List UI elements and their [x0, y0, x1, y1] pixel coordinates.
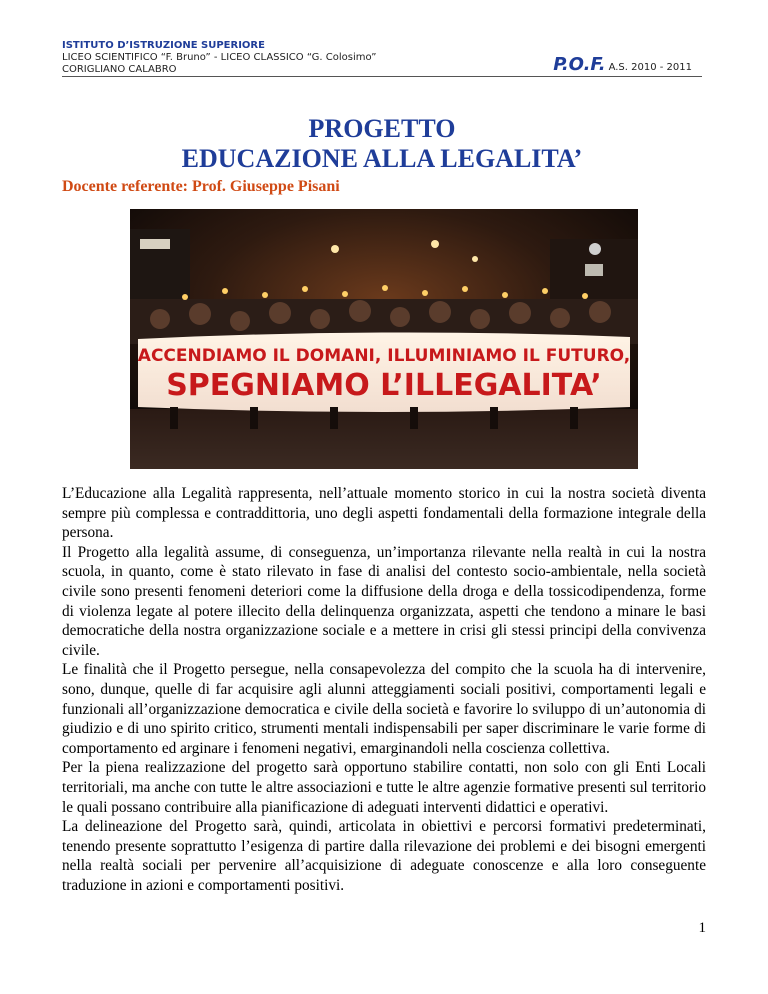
banner-text-bottom: SPEGNIAMO L’ILLEGALITA’	[166, 368, 602, 403]
paragraph: Le finalità che il Progetto persegue, nella consapevolezza del compito che la scuola ha di intervenire, sono, dunque, quelle di far acquisire agli alunni atteggiamenti sociali positivi, comportamenti legali e funzionali all’organizzazione democratica e civile della società e favorire lo sviluppo di un’autonomia di giudizio e di uno spirito critico, strumenti mentali indispensabili per saper discriminare le varie forme di comportamento ed arginare i fenomeni negativi, emarginandoli nella coscienza collettiva.	[62, 661, 706, 757]
paragraph: Per la piena realizzazione del progetto sarà opportuno stabilire contatti, non solo con gli Enti Locali territoriali, ma anche con tutte le altre associazioni e tutte le altre agenzie formative presenti sul territorio le quali possano contribuire alla pianificazione di adeguati interventi didattici e operativi.	[62, 759, 706, 816]
banner-text-top: ACCENDIAMO IL DOMANI, ILLUMINIAMO IL FUTURO,	[137, 346, 631, 366]
school-year: A.S. 2010 - 2011	[608, 62, 692, 73]
city-name: CORIGLIANO CALABRO	[62, 64, 177, 75]
header-rule	[62, 76, 702, 77]
paragraph: Il Progetto alla legalità assume, di conseguenza, un’importanza rilevante nella realtà in cui la nostra scuola, in quanto, come è stato rilevato in fase di analisi del contesto socio-ambientale, nella società civile sono presenti fenomeni deteriori come la diffusione della droga e della tossicodipendenza, forme di violenza legate al potere illecito della delinquenza organizzata, aspetti che tendono a minare le basi democratiche della nostra organizzazione sociale e a mettere in crisi gli stessi principi della convivenza civile.	[62, 543, 706, 659]
body-text	[62, 484, 706, 895]
title-line-1: PROGETTO	[308, 114, 456, 143]
paragraph: La delineazione del Progetto sarà, quindi, articolata in obiettivi e percorsi formativi predeterminati, tenendo presente soprattutto l’esigenza di partire dalla rilevazione dei problemi e dei bisogni emergenti nella realtà sociali per pervenire all’acquisizione di adeguate conoscenze e alla loro conseguente traduzione in azioni e comportamenti positivi.	[62, 818, 706, 894]
march-photo	[130, 209, 638, 469]
institute-name: ISTITUTO D’ISTRUZIONE SUPERIORE	[62, 40, 265, 51]
title-line-2: EDUCAZIONE ALLA LEGALITA’	[181, 144, 583, 173]
docente-referente: Docente referente: Prof. Giuseppe Pisani	[62, 178, 340, 195]
pof-label	[553, 54, 692, 75]
schools-name: LICEO SCIENTIFICO “F. Bruno” - LICEO CLASSICO “G. Colosimo”	[62, 52, 377, 63]
page-number: 1	[698, 920, 706, 936]
page-header	[62, 40, 702, 76]
paragraph: L’Educazione alla Legalità rappresenta, nell’attuale momento storico in cui la nostra società diventa sempre più complessa e contraddittoria, uno degli aspetti fondamentali della formazione integrale della persona.	[62, 485, 706, 542]
pof-title: P.O.F.	[553, 54, 606, 75]
